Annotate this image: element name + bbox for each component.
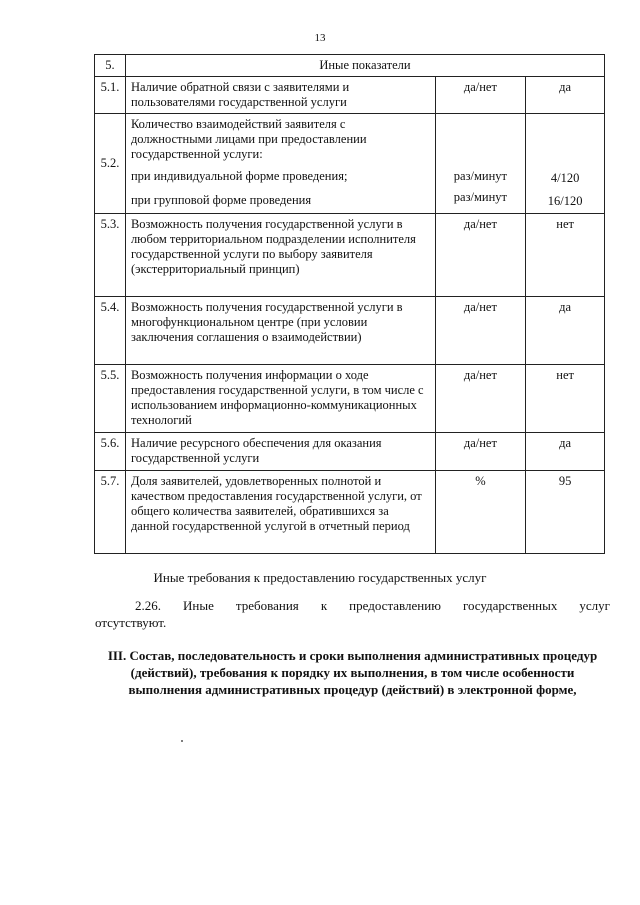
table-row (95, 214, 605, 297)
section-heading: III. Состав, последовательность и сроки выполнения административных процедур (действий), требования к порядку их выполнения, в том числе особенности выполнения административных процедур (действий) в электронной форме, (107, 648, 598, 697)
paragraph-line-1: 2.26. Иные требования к предоставлению государственных услуг (135, 598, 610, 613)
paragraph-2-26 (95, 597, 610, 631)
row-value-group: 16/120 (547, 194, 583, 208)
table-section-row (95, 55, 605, 77)
row-value-individual: 4/120 (550, 171, 580, 185)
row-value (526, 114, 605, 214)
row-unit: да/нет (435, 297, 526, 365)
row-unit-group: раз/минут (453, 190, 508, 204)
row-description: Возможность получения государственной услуги в многофункциональном центре (при условии заключения соглашения о взаимодействии) (125, 297, 435, 365)
row-description: Наличие обратной связи с заявителями и пользователями государственной услуги (125, 77, 435, 114)
row-unit: да/нет (435, 77, 526, 114)
table-row (95, 471, 605, 554)
paragraph-line-2: отсутствуют. (95, 615, 167, 630)
row-number: 5.6. (95, 433, 126, 471)
page-number: 13 (314, 32, 326, 44)
subheading: Иные требования к предоставлению государственных услуг (153, 570, 487, 585)
row-value: да (526, 77, 605, 114)
row-description-individual: при индивидуальной форме проведения; (130, 169, 348, 183)
row-unit (435, 114, 526, 214)
row-description-group: при групповой форме проведения (130, 193, 312, 207)
section-number: 5. (95, 55, 126, 77)
table-row (95, 77, 605, 114)
section-title: Иные показатели (125, 55, 604, 77)
table-row (95, 114, 605, 214)
row-number: 5.1. (95, 77, 126, 114)
row-unit: % (435, 471, 526, 554)
row-number: 5.7. (95, 471, 126, 554)
row-unit: да/нет (435, 365, 526, 433)
row-number: 5.2. (95, 114, 126, 214)
table-row (95, 297, 605, 365)
row-description: Возможность получения информации о ходе предоставления государственной услуги, в том числе с использованием информационно-коммуникационных технологий (125, 365, 435, 433)
row-value: нет (526, 214, 605, 297)
row-description: Доля заявителей, удовлетворенных полнотой и качеством предоставления государственной услуги, от общего количества заявителей, обратившихся за данной государственной услугой в отчетный период (125, 471, 435, 554)
indicators-table (94, 54, 605, 554)
scan-speck (181, 740, 183, 742)
row-number: 5.5. (95, 365, 126, 433)
row-description: Возможность получения государственной услуги в любом территориальном подразделении исполнителя государственной услуги по выбору заявителя (экстерриториальный принцип) (125, 214, 435, 297)
row-unit-individual: раз/минут (453, 169, 508, 183)
row-description (125, 114, 435, 214)
row-value: да (526, 297, 605, 365)
row-unit: да/нет (435, 433, 526, 471)
row-description: Наличие ресурсного обеспечения для оказания государственной услуги (125, 433, 435, 471)
row-number: 5.4. (95, 297, 126, 365)
row-number: 5.3. (95, 214, 126, 297)
table-row (95, 365, 605, 433)
row-value: нет (526, 365, 605, 433)
row-unit: да/нет (435, 214, 526, 297)
row-value: да (526, 433, 605, 471)
table-row (95, 433, 605, 471)
row-value: 95 (526, 471, 605, 554)
row-description-main: Количество взаимодействий заявителя с должностными лицами при предоставлении государственной услуги: (130, 117, 367, 161)
